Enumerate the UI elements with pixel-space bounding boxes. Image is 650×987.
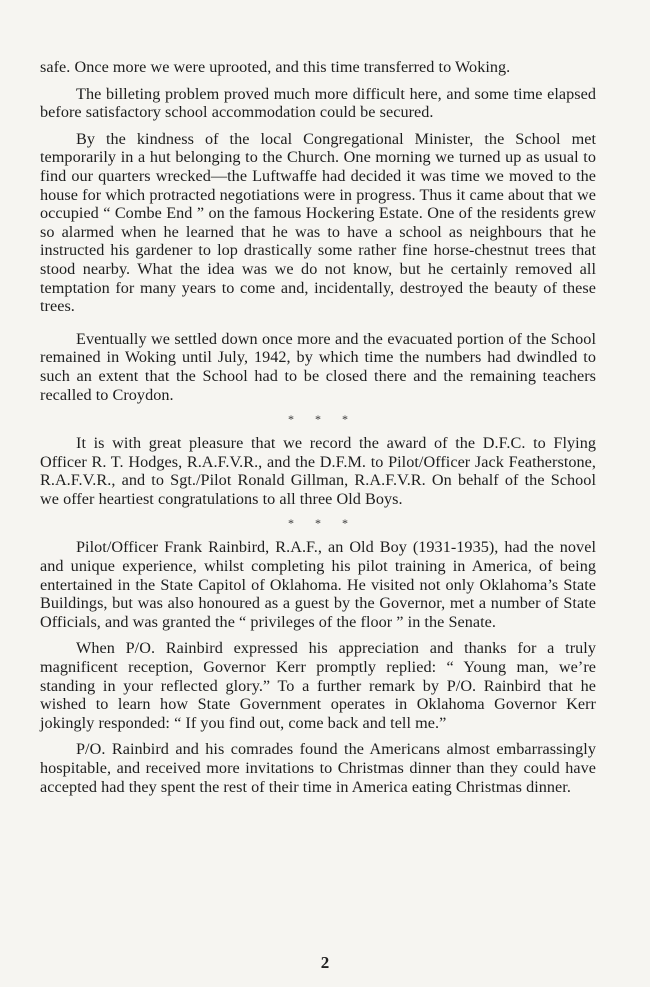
document-page	[40, 58, 596, 796]
paragraph-combe-end: By the kindness of the local Congregational Minister, the School met temporarily in a hut belonging to the Church. One morning we turned up as usual to find our quarters wrecked—the Luftwaffe had decided it was time we moved to the house for which protracted negotiations were in progress. Thus it came about that we occupied “ Combe End ” on the famous Hockering Estate. One of the residents grew so alarmed when he learned that he was to have a school as neighbours that he instructed his gardener to lop drastically some rather fine horse-chestnut trees that stood nearby. What the idea was we do not know, but he certainly removed all temptation for many years to come and, incidentally, destroyed the beauty of these trees.	[40, 129, 596, 316]
page-number: 2	[320, 953, 330, 972]
paragraph-rainbird-oklahoma: Pilot/Officer Frank Rainbird, R.A.F., an Old Boy (1931-1935), had the novel and unique experience, whilst completing his pilot training in America, of being entertained in the State Capitol of Oklahoma. He visited not only Oklahoma’s State Buildings, but was also honoured as a guest by the Governor, met a number of State Officials, and was granted the “ privileges of the floor ” in the Senate.	[40, 538, 596, 631]
paragraph-billeting-problem: The billeting problem proved much more difficult here, and some time elapsed before satisfactory school accommodation could be secured.	[40, 84, 596, 122]
section-separator: * * *	[288, 516, 348, 531]
paragraph-school-closure: Eventually we settled down once more and the evacuated portion of the School remained in Woking until July, 1942, by which time the numbers had dwindled to such an extent that the School had to be closed there and the remaining teachers recalled to Croydon.	[40, 329, 596, 404]
section-separator: * * *	[288, 412, 348, 427]
paragraph-governor-kerr: When P/O. Rainbird expressed his appreciation and thanks for a truly magnificent reception, Governor Kerr promptly replied: “ Young man, we’re standing in your reflected glory.” To a further remark by P/O. Rainbird that he wished to learn how State Government operates in Oklahoma Governor Kerr jokingly responded: “ If you find out, come back and tell me.”	[40, 639, 596, 732]
paragraph-relocation-woking: safe. Once more we were uprooted, and this time transferred to Woking.	[40, 58, 511, 76]
paragraph-awards: It is with great pleasure that we record the award of the D.F.C. to Flying Officer R. T. Hodges, R.A.F.V.R., and the D.F.M. to Pilot/Officer Jack Featherstone, R.A.F.V.R., and to Sgt./Pilot Ronald Gillman, R.A.F.V.R. On behalf of the School we offer heartiest congratulations to all three Old Boys.	[40, 434, 596, 508]
paragraph-christmas-dinner: P/O. Rainbird and his comrades found the Americans almost embarrassingly hospitable, and received more invitations to Christmas dinner than they could have accepted had they spent the rest of their time in America eating Christmas dinner.	[40, 740, 596, 796]
